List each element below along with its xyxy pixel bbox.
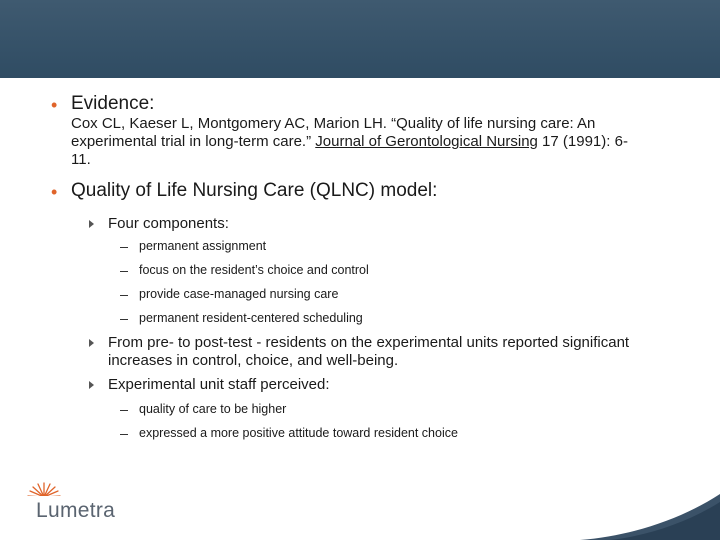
- component-item: provide case-managed nursing care: [139, 287, 339, 301]
- sub-item-four-components: Four components:: [108, 215, 229, 232]
- dash-bullet: [120, 434, 128, 435]
- dash-bullet: [120, 319, 128, 320]
- citation-line-2: [71, 133, 671, 151]
- qlnc-heading: Quality of Life Nursing Care (QLNC) model:: [71, 180, 438, 201]
- arrow-bullet-icon: [89, 339, 94, 347]
- staff-item: quality of care to be higher: [139, 402, 287, 416]
- dash-bullet: [120, 410, 128, 411]
- journal-title: Journal of Gerontological Nursing: [315, 133, 538, 150]
- dash-bullet: [120, 271, 128, 272]
- bullet-dot: •: [51, 182, 58, 202]
- corner-decoration: [520, 480, 720, 540]
- staff-item: expressed a more positive attitude toward resident choice: [139, 426, 458, 440]
- component-item: permanent resident-centered scheduling: [139, 311, 363, 325]
- citation-line-3: 11.: [71, 151, 91, 168]
- sub-item-staff-perceived: Experimental unit staff perceived:: [108, 376, 330, 393]
- company-logo: Lumetra: [36, 499, 116, 522]
- sub-item-results: [108, 334, 688, 370]
- dash-bullet: [120, 247, 128, 248]
- component-item: permanent assignment: [139, 239, 267, 253]
- citation-line-1: Cox CL, Kaeser L, Montgomery AC, Marion LH. “Quality of life nursing care: An: [71, 115, 596, 132]
- evidence-heading: Evidence:: [71, 93, 155, 114]
- citation: [71, 115, 671, 169]
- arrow-bullet-icon: [89, 220, 94, 228]
- arrow-bullet-icon: [89, 381, 94, 389]
- results-line-1: From pre- to post-test - residents on the experimental units reported significant: [108, 334, 630, 351]
- citation-volume: 17 (1991): 6-: [537, 133, 628, 150]
- component-item: focus on the resident’s choice and control: [139, 263, 369, 277]
- bullet-dot: •: [51, 95, 58, 115]
- results-line-2: increases in control, choice, and well-being.: [108, 352, 399, 369]
- citation-text: experimental trial in long-term care.”: [71, 133, 316, 150]
- dash-bullet: [120, 295, 128, 296]
